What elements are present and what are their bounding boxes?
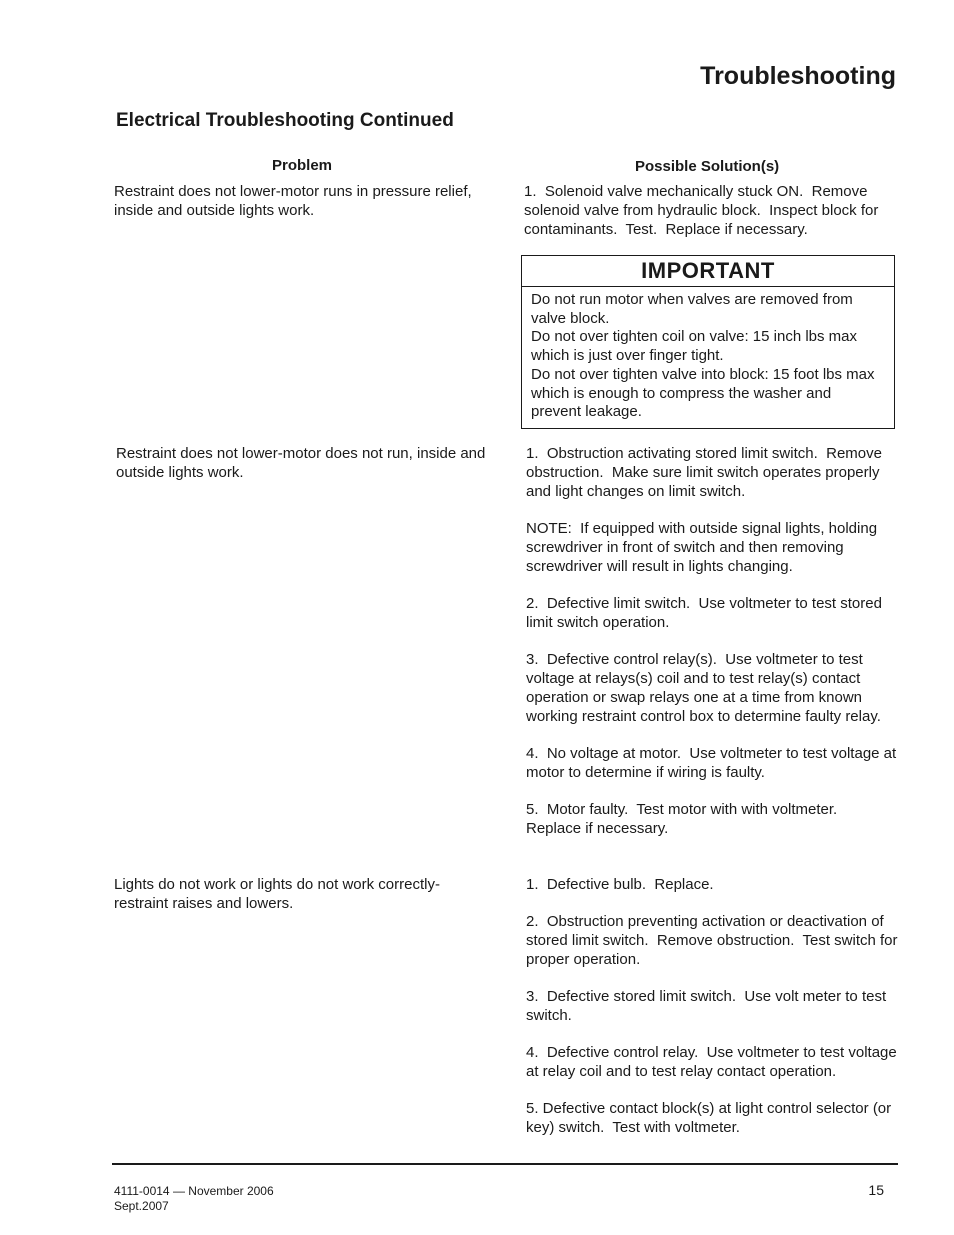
solution-column-header: Possible Solution(s) bbox=[635, 158, 780, 175]
footer-rule bbox=[112, 1163, 898, 1165]
problem-1: Restraint does not lower-motor runs in pressure relief, inside and outside lights work. bbox=[114, 183, 472, 219]
important-heading: IMPORTANT bbox=[522, 256, 894, 287]
solution-1-1: 1. Solenoid valve mechanically stuck ON. Remove solenoid valve from hydraulic block. Inspect block for contaminants. Test. Replace if necessary. bbox=[524, 183, 883, 238]
solution-2-4: 3. Defective control relay(s). Use voltmeter to test voltage at relays(s) coil and to test relay(s) contact operation or swap relays one at a time from known working restraint control box to determine faulty relay. bbox=[526, 651, 881, 725]
important-notice bbox=[521, 255, 895, 429]
solution-2-2: NOTE: If equipped with outside signal lights, holding screwdriver in front of switch and then removing screwdriver will result in lights changing. bbox=[526, 520, 882, 575]
footer-revision: Sept.2007 bbox=[114, 1199, 169, 1213]
solution-3-5: 5. Defective contact block(s) at light control selector (or key) switch. Test with voltmeter. bbox=[526, 1100, 896, 1136]
problem-2: Restraint does not lower-motor does not run, inside and outside lights work. bbox=[116, 445, 486, 481]
solution-2-6: 5. Motor faulty. Test motor with with voltmeter. Replace if necessary. bbox=[526, 801, 846, 837]
page-number: 15 bbox=[868, 1182, 884, 1198]
solution-3-2: 2. Obstruction preventing activation or deactivation of stored limit switch. Remove obstruction. Test switch for proper operation. bbox=[526, 913, 902, 968]
solutions-1 bbox=[524, 182, 900, 257]
important-line-1: Do not run motor when valves are removed from valve block. bbox=[531, 291, 853, 327]
solution-2-3: 2. Defective limit switch. Use voltmeter to test stored limit switch operation. bbox=[526, 595, 887, 631]
solutions-3 bbox=[526, 875, 902, 1155]
solution-3-1: 1. Defective bulb. Replace. bbox=[526, 876, 714, 893]
solution-3-3: 3. Defective stored limit switch. Use volt meter to test switch. bbox=[526, 988, 891, 1024]
section-subtitle: Electrical Troubleshooting Continued bbox=[116, 110, 454, 131]
solutions-2 bbox=[526, 444, 900, 856]
solution-2-1: 1. Obstruction activating stored limit switch. Remove obstruction. Make sure limit switch operates properly and light changes on limit switch. bbox=[526, 445, 887, 500]
important-line-3: Do not over tighten valve into block: 15 foot lbs max which is enough to compress the washer and prevent leakage. bbox=[531, 365, 875, 421]
solution-3-4: 4. Defective control relay. Use voltmeter to test voltage at relay coil and to test relay contact operation. bbox=[526, 1044, 901, 1080]
solution-2-5: 4. No voltage at motor. Use voltmeter to test voltage at motor to determine if wiring is faulty. bbox=[526, 745, 901, 781]
footer-doc-number: 4111-0014 — November 2006 bbox=[114, 1184, 274, 1198]
problem-column-header: Problem bbox=[272, 157, 333, 174]
problem-3: Lights do not work or lights do not work correctly-restraint raises and lowers. bbox=[114, 876, 440, 912]
page-title: Troubleshooting bbox=[700, 62, 896, 90]
important-line-2: Do not over tighten coil on valve: 15 inch lbs max which is just over finger tight. bbox=[531, 328, 858, 365]
important-body bbox=[522, 287, 894, 422]
